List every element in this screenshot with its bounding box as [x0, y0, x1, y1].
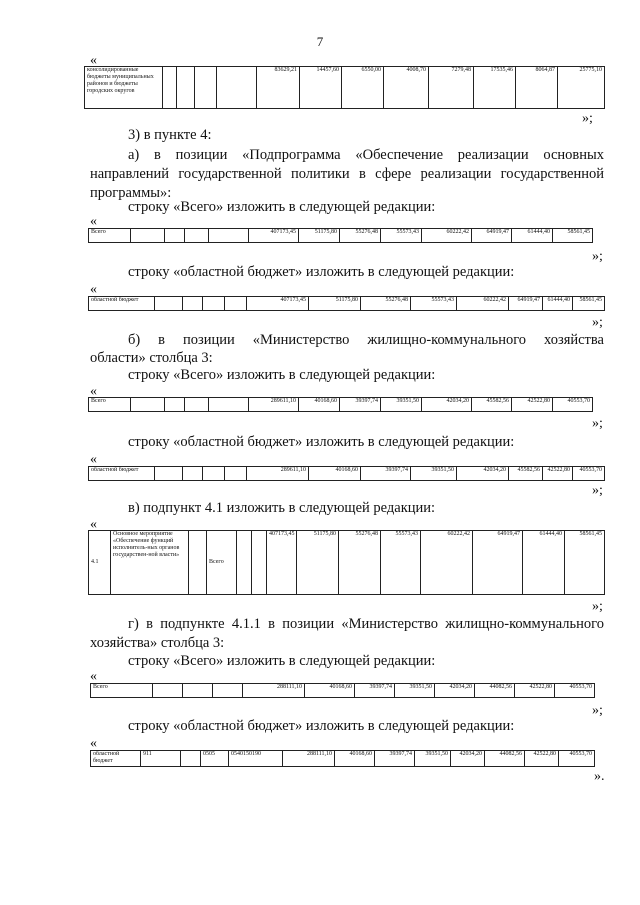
table-regional-budget-1 — [88, 296, 605, 311]
value-cell: 40168,60 — [299, 398, 340, 412]
value-cell: 55573,43 — [381, 229, 422, 243]
value-cell: 39397,74 — [361, 467, 411, 481]
value-cell: 39351,50 — [381, 398, 422, 412]
row-label: Всего — [89, 398, 131, 412]
value-cell: 64919,47 — [472, 229, 512, 243]
value-cell: 407173,45 — [247, 297, 309, 311]
value-cell: 40553,70 — [553, 398, 593, 412]
close-quote: »; — [592, 599, 603, 614]
value-cell: 40553,70 — [555, 684, 595, 698]
value-cell: 42522,80 — [515, 684, 555, 698]
table-subitem-4-1 — [88, 530, 605, 595]
row-label: Всего — [89, 229, 131, 243]
paragraph: программы»: — [90, 185, 172, 201]
paragraph: 3) в пункте 4: — [128, 127, 212, 143]
value-cell: 61444,40 — [523, 531, 565, 595]
value-cell: 55573,43 — [381, 531, 421, 595]
value-cell: 40553,70 — [559, 751, 595, 767]
value-cell: 40168,60 — [305, 684, 355, 698]
value-cell: 39397,74 — [340, 398, 381, 412]
value-cell: 44082,56 — [485, 751, 525, 767]
value-cell: 288111,10 — [243, 684, 305, 698]
close-quote: »; — [592, 703, 603, 718]
value-cell: 7279,48 — [429, 67, 474, 109]
open-quote: « — [90, 53, 97, 68]
table-total-2 — [88, 397, 593, 412]
value-cell: 39351,50 — [395, 684, 435, 698]
open-quote: « — [90, 669, 97, 684]
value-cell: 288111,10 — [283, 751, 335, 767]
value-cell: 45582,56 — [509, 467, 543, 481]
value-cell: 58561,45 — [553, 229, 593, 243]
value-cell: 39397,74 — [355, 684, 395, 698]
value-cell: 25775,10 — [558, 67, 605, 109]
value-cell: 8064,87 — [516, 67, 558, 109]
value-cell: 58561,45 — [573, 297, 605, 311]
value-cell: 64919,47 — [473, 531, 523, 595]
paragraph: хозяйства» столбца 3: — [90, 635, 225, 651]
paragraph: строку «областной бюджет» изложить в следующей редакции: — [128, 434, 515, 450]
value-cell: 40168,60 — [309, 467, 361, 481]
value-cell: 289611,10 — [249, 398, 299, 412]
value-cell: 39397,74 — [375, 751, 415, 767]
value-cell: 55276,48 — [361, 297, 411, 311]
item-number: 4.1 — [89, 531, 111, 595]
value-cell: 60222,42 — [457, 297, 509, 311]
value-cell: 60222,42 — [421, 531, 473, 595]
value-cell: 42522,80 — [525, 751, 559, 767]
value-cell: 6550,00 — [342, 67, 384, 109]
value-cell: 4008,70 — [384, 67, 429, 109]
value-cell: 14457,60 — [300, 67, 342, 109]
close-quote: »; — [592, 416, 603, 431]
value-cell: 42522,80 — [512, 398, 553, 412]
table-regional-budget-3 — [90, 750, 595, 767]
table-total-3 — [90, 683, 595, 698]
value-cell: 42034,20 — [435, 684, 475, 698]
value-cell: 40553,70 — [573, 467, 605, 481]
row-label: областной бюджет — [89, 467, 155, 481]
close-quote: »; — [592, 315, 603, 330]
row-label: Всего — [91, 684, 153, 698]
code-cell: 0505 — [201, 751, 229, 767]
open-quote: « — [90, 452, 97, 467]
row-label: областной бюджет — [91, 751, 141, 767]
value-cell: 61444,40 — [512, 229, 553, 243]
page-number: 7 — [316, 34, 324, 49]
value-cell: 55276,48 — [339, 531, 381, 595]
paragraph: строку «областной бюджет» изложить в следующей редакции: — [128, 264, 515, 280]
value-cell: 51175,80 — [297, 531, 339, 595]
close-quote: »; — [592, 483, 603, 498]
open-quote: « — [90, 736, 97, 751]
value-cell: 51175,80 — [299, 229, 340, 243]
table-consolidated-budgets — [84, 66, 605, 109]
table-total-1 — [88, 228, 593, 243]
value-cell: 64919,47 — [509, 297, 543, 311]
value-cell: 407173,45 — [267, 531, 297, 595]
value-cell: 39351,50 — [411, 467, 457, 481]
value-cell: 45582,56 — [472, 398, 512, 412]
paragraph: г) в подпункте 4.1.1 в позиции «Министерство жилищно-коммунального — [128, 616, 604, 632]
value-cell: 51175,80 — [309, 297, 361, 311]
open-quote: « — [90, 384, 97, 399]
paragraph: строку «Всего» изложить в следующей редакции: — [128, 199, 436, 215]
row-label: Всего — [207, 531, 237, 595]
paragraph: строку «Всего» изложить в следующей редакции: — [128, 653, 436, 669]
row-label: консолидированные бюджеты муниципальных районов и бюджеты городских округов — [85, 67, 163, 109]
value-cell: 60222,42 — [422, 229, 472, 243]
close-quote: »; — [582, 111, 593, 126]
value-cell: 58561,45 — [565, 531, 605, 595]
code-cell: 0540150190 — [229, 751, 283, 767]
value-cell: 289611,10 — [247, 467, 309, 481]
value-cell: 44082,56 — [475, 684, 515, 698]
open-quote: « — [90, 214, 97, 229]
value-cell: 17535,46 — [474, 67, 516, 109]
value-cell: 55276,48 — [340, 229, 381, 243]
value-cell: 42034,20 — [422, 398, 472, 412]
value-cell: 40168,60 — [335, 751, 375, 767]
item-name: Основное мероприятие «Обеспечение функций исполнитель-ных органов государствен-ной власти» — [111, 531, 189, 595]
close-quote: ». — [594, 769, 605, 784]
paragraph: в) подпункт 4.1 изложить в следующей редакции: — [128, 500, 436, 516]
row-label: областной бюджет — [89, 297, 155, 311]
paragraph: области» столбца 3: — [90, 350, 213, 366]
table-regional-budget-2 — [88, 466, 605, 481]
value-cell: 83629,21 — [257, 67, 300, 109]
open-quote: « — [90, 282, 97, 297]
close-quote: »; — [592, 249, 603, 264]
code-cell: 911 — [141, 751, 181, 767]
value-cell: 55573,43 — [411, 297, 457, 311]
value-cell: 407173,45 — [249, 229, 299, 243]
value-cell: 61444,40 — [543, 297, 573, 311]
value-cell: 42034,20 — [451, 751, 485, 767]
open-quote: « — [90, 517, 97, 532]
paragraph: строку «Всего» изложить в следующей редакции: — [128, 367, 436, 383]
value-cell: 42522,80 — [543, 467, 573, 481]
value-cell: 42034,20 — [457, 467, 509, 481]
paragraph: б) в позиции «Министерство жилищно-коммунального хозяйства — [128, 332, 604, 348]
paragraph: а) в позиции «Подпрограмма «Обеспечение реализации основных — [128, 147, 604, 163]
paragraph: строку «областной бюджет» изложить в следующей редакции: — [128, 718, 515, 734]
value-cell: 39351,50 — [415, 751, 451, 767]
paragraph: направлений государственной политики в сфере реализации государственной — [90, 166, 604, 182]
